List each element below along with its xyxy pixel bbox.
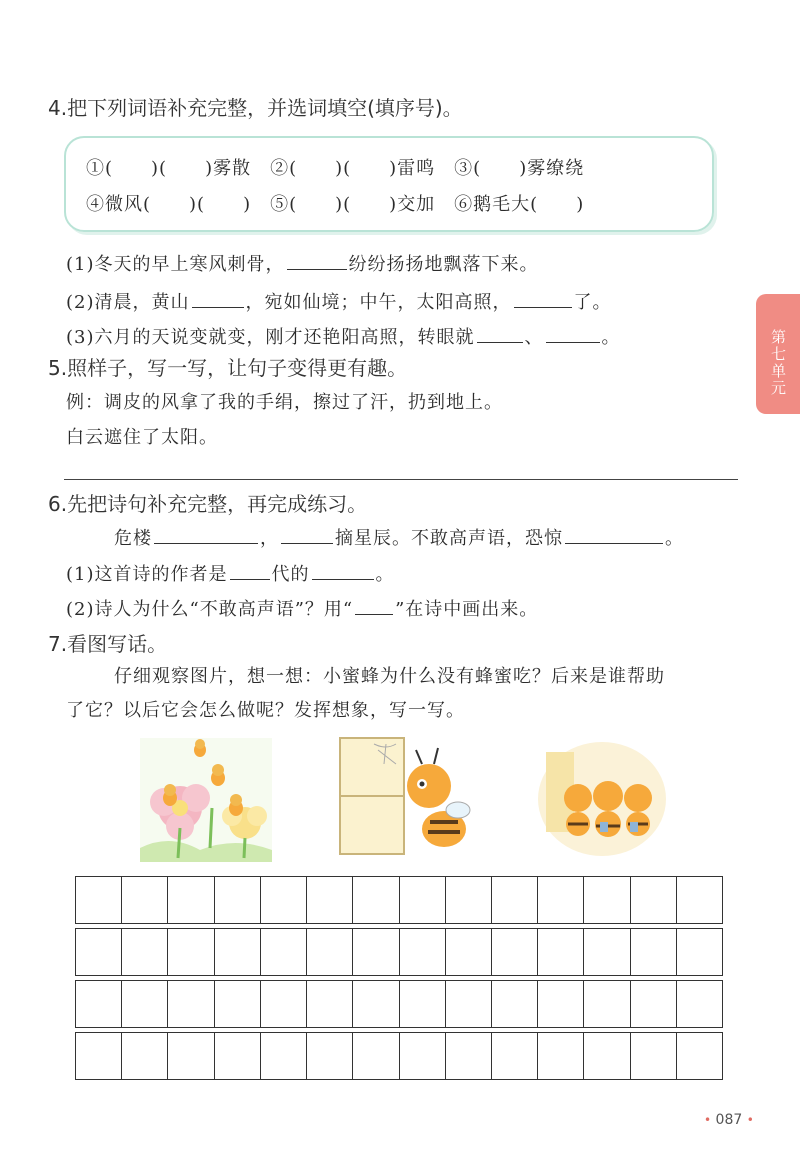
grid-cell[interactable] (76, 1033, 122, 1079)
grid-cell[interactable] (446, 877, 492, 923)
grid-cell[interactable] (307, 981, 353, 1027)
grid-cell[interactable] (677, 929, 722, 975)
q5-title: 5.照样子，写一写，让句子变得更有趣。 (48, 356, 408, 380)
answer-blank[interactable] (281, 526, 333, 544)
q7-instruction-line2: 了它？以后它会怎么做呢？发挥想象，写一写。 (66, 700, 465, 721)
grid-cell[interactable] (400, 1033, 446, 1079)
grid-cell[interactable] (261, 929, 307, 975)
grid-cell[interactable] (76, 981, 122, 1027)
q4-options-box (64, 136, 714, 232)
grid-cell[interactable] (122, 929, 168, 975)
grid-cell[interactable] (215, 929, 261, 975)
grid-cell[interactable] (584, 981, 630, 1027)
q4-options-row2: ④微风( )( ) ⑤( )( )交加 ⑥鹅毛大( ) (86, 194, 585, 215)
bee-empty-cupboard-illustration (334, 734, 474, 860)
answer-blank[interactable] (565, 526, 663, 544)
grid-cell[interactable] (261, 1033, 307, 1079)
grid-cell[interactable] (446, 929, 492, 975)
q6-title: 6.先把诗句补充完整，再完成练习。 (48, 492, 368, 516)
grid-row (75, 1032, 723, 1080)
unit-tab: 第七单元 (756, 294, 800, 414)
answer-blank[interactable] (514, 290, 572, 308)
answer-blank[interactable] (230, 562, 270, 580)
q4-sentence-2: (2)清晨，黄山 ，宛如仙境；中午，太阳高照， 了。 (66, 292, 612, 313)
answer-blank[interactable] (546, 325, 600, 343)
bees-sharing-honey-illustration (538, 742, 666, 856)
grid-cell[interactable] (215, 981, 261, 1027)
grid-cell[interactable] (538, 877, 584, 923)
grid-cell[interactable] (215, 877, 261, 923)
grid-cell[interactable] (631, 1033, 677, 1079)
grid-cell[interactable] (307, 877, 353, 923)
grid-cell[interactable] (122, 877, 168, 923)
q6-part-2: (2)诗人为什么“不敢高声语”？用“ ”在诗中画出来。 (66, 599, 539, 620)
answer-blank[interactable] (154, 526, 258, 544)
answer-blank[interactable] (355, 597, 393, 615)
grid-cell[interactable] (446, 1033, 492, 1079)
answer-blank[interactable] (312, 562, 374, 580)
grid-cell[interactable] (168, 1033, 214, 1079)
grid-cell[interactable] (122, 1033, 168, 1079)
q4-sentence-1: (1)冬天的早上寒风刺骨， 纷纷扬扬地飘落下来。 (66, 254, 539, 275)
grid-cell[interactable] (492, 877, 538, 923)
grid-cell[interactable] (353, 877, 399, 923)
grid-cell[interactable] (584, 1033, 630, 1079)
grid-cell[interactable] (261, 981, 307, 1027)
grid-cell[interactable] (584, 877, 630, 923)
grid-cell[interactable] (400, 929, 446, 975)
bee-flowers-illustration (140, 738, 272, 862)
answer-blank[interactable] (192, 290, 244, 308)
grid-cell[interactable] (538, 929, 584, 975)
q4-title: 4.把下列词语补充完整，并选词填空(填序号)。 (48, 96, 463, 120)
grid-cell[interactable] (261, 877, 307, 923)
grid-row (75, 980, 723, 1028)
grid-cell[interactable] (631, 929, 677, 975)
grid-cell[interactable] (76, 929, 122, 975)
grid-cell[interactable] (538, 981, 584, 1027)
grid-cell[interactable] (446, 981, 492, 1027)
page-number: • 087 • (704, 1112, 754, 1128)
q5-sentence: 白云遮住了太阳。 (66, 427, 218, 448)
grid-row (75, 876, 723, 924)
grid-cell[interactable] (400, 877, 446, 923)
grid-cell[interactable] (122, 981, 168, 1027)
grid-cell[interactable] (492, 981, 538, 1027)
grid-row (75, 928, 723, 976)
grid-cell[interactable] (353, 1033, 399, 1079)
q7-instruction-line1: 仔细观察图片，想一想：小蜜蜂为什么没有蜂蜜吃？后来是谁帮助 (114, 666, 665, 687)
grid-cell[interactable] (631, 877, 677, 923)
grid-cell[interactable] (631, 981, 677, 1027)
q4-options-row1: ①( )( )雾散 ②( )( )雷鸣 ③( )雾缭绕 (86, 158, 585, 179)
grid-cell[interactable] (677, 877, 722, 923)
q6-poem-line: 危楼 ， 摘星辰。不敢高声语，恐惊 。 (114, 528, 684, 549)
grid-cell[interactable] (307, 1033, 353, 1079)
grid-cell[interactable] (492, 929, 538, 975)
grid-cell[interactable] (677, 1033, 722, 1079)
grid-cell[interactable] (307, 929, 353, 975)
grid-cell[interactable] (538, 1033, 584, 1079)
grid-cell[interactable] (168, 981, 214, 1027)
q5-example: 例：调皮的风拿了我的手绢，擦过了汗，扔到地上。 (66, 392, 503, 413)
grid-cell[interactable] (353, 929, 399, 975)
dot-icon: • (704, 1113, 712, 1127)
grid-cell[interactable] (76, 877, 122, 923)
grid-cell[interactable] (492, 1033, 538, 1079)
q6-part-1: (1)这首诗的作者是 代的 。 (66, 564, 395, 585)
q4-sentence-3: (3)六月的天说变就变，刚才还艳阳高照，转眼就 、 。 (66, 327, 621, 348)
grid-cell[interactable] (353, 981, 399, 1027)
grid-cell[interactable] (400, 981, 446, 1027)
grid-cell[interactable] (168, 929, 214, 975)
answer-blank[interactable] (287, 252, 347, 270)
grid-cell[interactable] (215, 1033, 261, 1079)
grid-cell[interactable] (677, 981, 722, 1027)
grid-cell[interactable] (168, 877, 214, 923)
grid-cell[interactable] (584, 929, 630, 975)
answer-blank[interactable] (477, 325, 523, 343)
dot-icon: • (746, 1113, 754, 1127)
q7-title: 7.看图写话。 (48, 632, 168, 656)
q5-answer-line[interactable] (64, 479, 738, 480)
